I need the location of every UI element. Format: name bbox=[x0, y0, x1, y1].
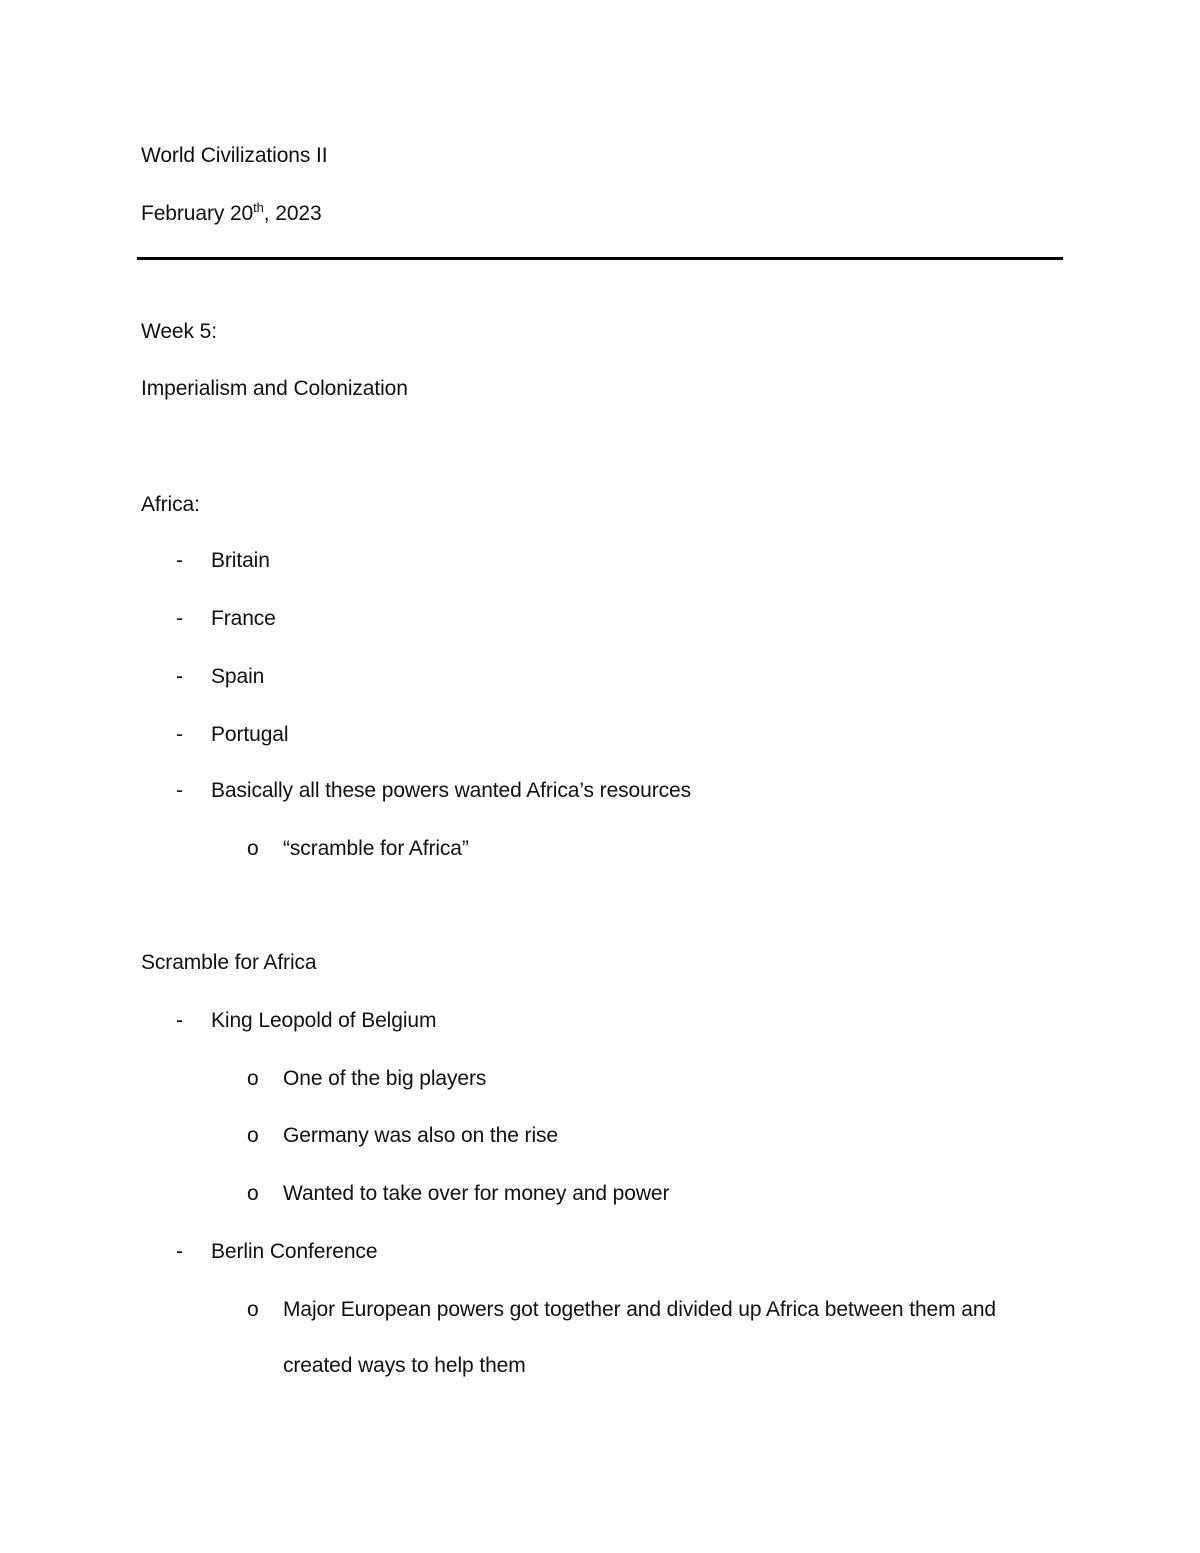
list-item-portugal: Portugal bbox=[211, 723, 289, 746]
sub-item-germany: Germany was also on the rise bbox=[283, 1124, 558, 1147]
scramble-heading: Scramble for Africa bbox=[141, 951, 317, 974]
list-item-britain: Britain bbox=[211, 549, 270, 572]
dash-bullet: - bbox=[176, 549, 183, 572]
dash-bullet: - bbox=[176, 665, 183, 688]
sub-item-money-power: Wanted to take over for money and power bbox=[283, 1182, 670, 1205]
date-suffix: , 2023 bbox=[263, 202, 322, 225]
lecture-date bbox=[141, 200, 322, 228]
week-label: Week 5: bbox=[141, 320, 217, 343]
list-item-spain: Spain bbox=[211, 665, 265, 688]
list-item-resources: Basically all these powers wanted Africa’s resources bbox=[211, 779, 691, 802]
sub-item-scramble-quote: “scramble for Africa” bbox=[283, 837, 469, 860]
circle-bullet: o bbox=[247, 1124, 259, 1147]
dash-bullet: - bbox=[176, 1009, 183, 1032]
date-prefix: February 20 bbox=[141, 202, 254, 225]
sub-item-divided-africa: Major European powers got together and divided up Africa between them and bbox=[283, 1298, 996, 1321]
dash-bullet: - bbox=[176, 779, 183, 802]
list-item-king-leopold: King Leopold of Belgium bbox=[211, 1009, 437, 1032]
africa-heading: Africa: bbox=[141, 493, 200, 516]
dash-bullet: - bbox=[176, 607, 183, 630]
circle-bullet: o bbox=[247, 837, 259, 860]
circle-bullet: o bbox=[247, 1067, 259, 1090]
week-topic: Imperialism and Colonization bbox=[141, 377, 408, 400]
course-title: World Civilizations II bbox=[141, 144, 328, 167]
sub-item-big-players: One of the big players bbox=[283, 1067, 487, 1090]
date-ordinal: th bbox=[253, 200, 264, 215]
dash-bullet: - bbox=[176, 1240, 183, 1263]
sub-item-divided-africa-continued: created ways to help them bbox=[283, 1354, 526, 1377]
circle-bullet: o bbox=[247, 1182, 259, 1205]
circle-bullet: o bbox=[247, 1298, 259, 1321]
list-item-france: France bbox=[211, 607, 276, 630]
horizontal-rule bbox=[137, 257, 1063, 260]
list-item-berlin-conference: Berlin Conference bbox=[211, 1240, 378, 1263]
dash-bullet: - bbox=[176, 723, 183, 746]
